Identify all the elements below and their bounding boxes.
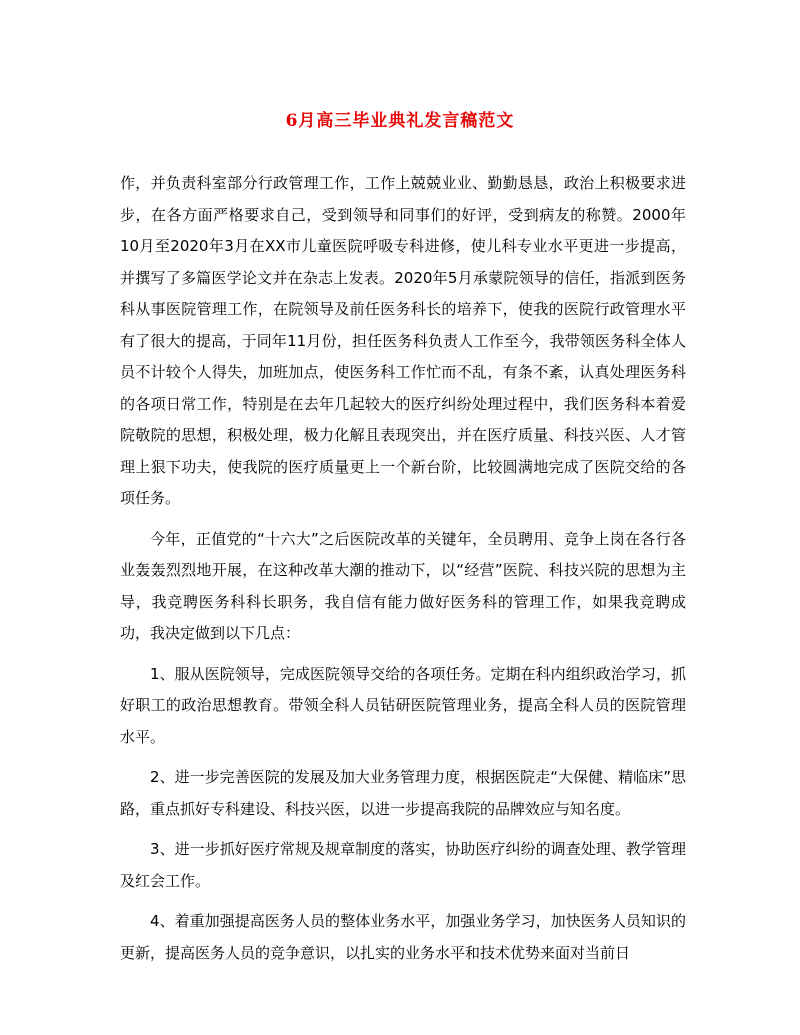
paragraph-2: 今年，正值党的“十六大”之后医院改革的关键年，全员聘用、竞争上岗在各行各业轰轰烈烈地开展，在这种改革大潮的推动下，以“经营”医院、科技兴院的思想为主导，我竞聘医务科科长职务，我自信有能力做好医务科的管理工作，如果我竞聘成功，我决定做到以下几点： bbox=[120, 529, 686, 642]
document-body bbox=[120, 168, 686, 978]
paragraph-6: 4、着重加强提高医务人员的整体业务水平，加强业务学习，加快医务人员知识的更新，提高医务人员的竞争意识，以扎实的业务水平和技术优势来面对当前日 bbox=[120, 912, 686, 962]
document-title: 6月高三毕业典礼发言稿范文 bbox=[285, 111, 515, 131]
paragraph-1: 作，并负责科室部分行政管理工作，工作上兢兢业业、勤勤恳恳，政治上积极要求进步，在各方面严格要求自己，受到领导和同事们的好评，受到病友的称赞。2000年10月至2020年3月在XX市儿童医院呼吸专科进修，使儿科专业水平更进一步提高，并撰写了多篇医学论文并在杂志上发表。2020年5月承蒙院领导的信任，指派到医务科从事医院管理工作，在院领导及前任医务科长的培养下，使我的医院行政管理水平有了很大的提高，于同年11月份，担任医务科负责人工作至今，我带领医务科全体人员不计较个人得失，加班加点，使医务科工作忙而不乱，有条不紊，认真处理医务科的各项日常工作，特别是在去年几起较大的医疗纠纷处理过程中，我们医务科本着爱院敬院的思想，积极处理，极力化解且表现突出，并在医疗质量、科技兴医、人才管理上狠下功夫，使我院的医疗质量更上一个新台阶，比较圆满地完成了医院交给的各项任务。 bbox=[120, 174, 686, 507]
paragraph-5: 3、进一步抓好医疗常规及规章制度的落实，协助医疗纠纷的调查处理、教学管理及红会工作。 bbox=[120, 840, 686, 890]
paragraph-3: 1、服从医院领导，完成医院领导交给的各项任务。定期在科内组织政治学习，抓好职工的政治思想教育。带领全科人员钻研医院管理业务，提高全科人员的医院管理水平。 bbox=[120, 664, 686, 746]
paragraph-4: 2、进一步完善医院的发展及加大业务管理力度，根据医院走“大保健、精临床”思路，重点抓好专科建设、科技兴医，以进一步提高我院的品牌效应与知名度。 bbox=[120, 768, 686, 818]
